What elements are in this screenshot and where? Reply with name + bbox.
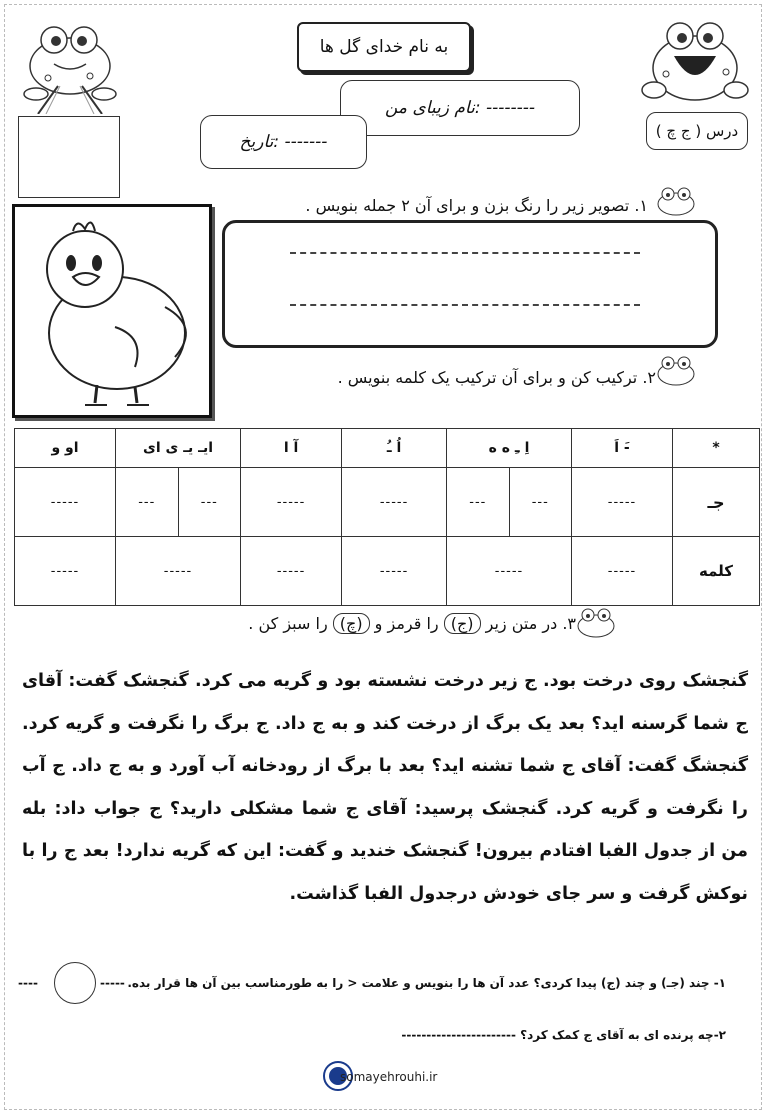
writing-line-1 <box>290 252 640 254</box>
q3-mid: را قرمز و <box>374 614 439 633</box>
blank-cell[interactable]: ----- <box>342 537 447 606</box>
comparison-circle[interactable] <box>54 962 96 1004</box>
question-5-text: ۲-چه پرنده ای به آقای ج کمک کرد؟ ----------------------- <box>401 1028 726 1042</box>
student-name-field[interactable]: نام زیبای من: -------- <box>340 80 580 136</box>
blank-cell[interactable]: ----- <box>15 537 116 606</box>
chick-picture <box>12 204 212 418</box>
name-tag-frame <box>18 116 120 198</box>
small-frog-icon-2 <box>652 354 700 386</box>
small-frog-icon <box>652 186 700 216</box>
combination-table <box>14 428 760 606</box>
header-cell: او و <box>15 429 116 468</box>
blank-cell[interactable]: --- <box>116 468 179 537</box>
page-title: به نام خدای گل ها <box>297 22 471 72</box>
blank-cell[interactable]: --- <box>447 468 509 537</box>
blank-cell[interactable]: ----- <box>241 468 342 537</box>
blank-cell[interactable]: ----- <box>447 537 572 606</box>
q3-prefix: ۳. در متن زیر <box>485 614 576 633</box>
chick-icon <box>15 207 209 415</box>
frog-right-icon <box>640 14 750 106</box>
header-cell: ایـ یـ ی ای <box>116 429 241 468</box>
date-field[interactable]: تاریخ: ------- <box>200 115 367 169</box>
answer-blank-left[interactable]: ---- <box>18 976 38 990</box>
row-label: کلمه <box>673 537 760 606</box>
question-1-text: ۱. تصویر زیر را رنگ بزن و برای آن ۲ جمله بنویس . <box>305 196 648 215</box>
footer-website: somayehrouhi.ir <box>340 1070 438 1084</box>
q3-letter-a: (ج) <box>444 613 481 634</box>
row-label: جـ <box>673 468 760 537</box>
question-4-text: ۱- چند (جـ) و چند (ج) پیدا کردی؟ عدد آن ها را بنویس و علامت < را به طورمناسب بین آن ها قرار بده. <box>127 976 726 990</box>
blank-cell[interactable]: ----- <box>241 537 342 606</box>
q3-letter-b: (چ) <box>333 613 370 634</box>
small-frog-icon-3 <box>572 606 620 638</box>
q3-suffix: را سبز کن . <box>248 614 328 633</box>
header-cell: آ ا <box>241 429 342 468</box>
blank-cell[interactable]: ----- <box>116 537 241 606</box>
blank-cell[interactable]: --- <box>178 468 241 537</box>
blank-cell[interactable]: ----- <box>342 468 447 537</box>
story-paragraph: گنجشک روی درخت بود. ج زیر درخت نشسته بود و گریه می کرد. گنجشک گفت: آقای ج شما گرسنه اید؟ بعد یک برگ از درخت کند و به ج داد. ج برگ را نگرفت و گریه کرد. گنجشگ گفت: آقای ج شما تشنه اید؟ بعد با برگ از رودخانه آب آورد و به ج داد. ج آب را نگرفت و گریه کرد. گنجشک پرسید: آقای ج شما مشکلی دارید؟ ج جواب داد: بله من از جدول الفبا افتادم بیرون! گنجشک خندید و گفت: این که گریه ندارد! بعد ج را با نوکش گرفت و سر جای خودش درجدول الفبا گذاشت. <box>22 671 748 904</box>
blank-cell[interactable]: ----- <box>572 468 673 537</box>
header-cell: اُ ـُ <box>342 429 447 468</box>
writing-line-2 <box>290 304 640 306</box>
sentence-writing-box[interactable] <box>222 220 718 348</box>
lesson-label: درس ( ج چ ) <box>646 112 748 150</box>
question-2-text: ۲. ترکیب کن و برای آن ترکیب یک کلمه بنویس . <box>337 368 656 387</box>
blank-cell[interactable]: ----- <box>572 537 673 606</box>
header-cell: اِ ـِ ه ه <box>447 429 572 468</box>
blank-cell[interactable]: --- <box>509 468 571 537</box>
frog-left-icon <box>18 14 122 114</box>
answer-blank-right[interactable]: ----- <box>100 976 125 990</box>
question-3-text <box>248 614 576 633</box>
blank-cell[interactable]: ----- <box>15 468 116 537</box>
header-cell: * <box>673 429 760 468</box>
header-cell: اَ -َ <box>572 429 673 468</box>
